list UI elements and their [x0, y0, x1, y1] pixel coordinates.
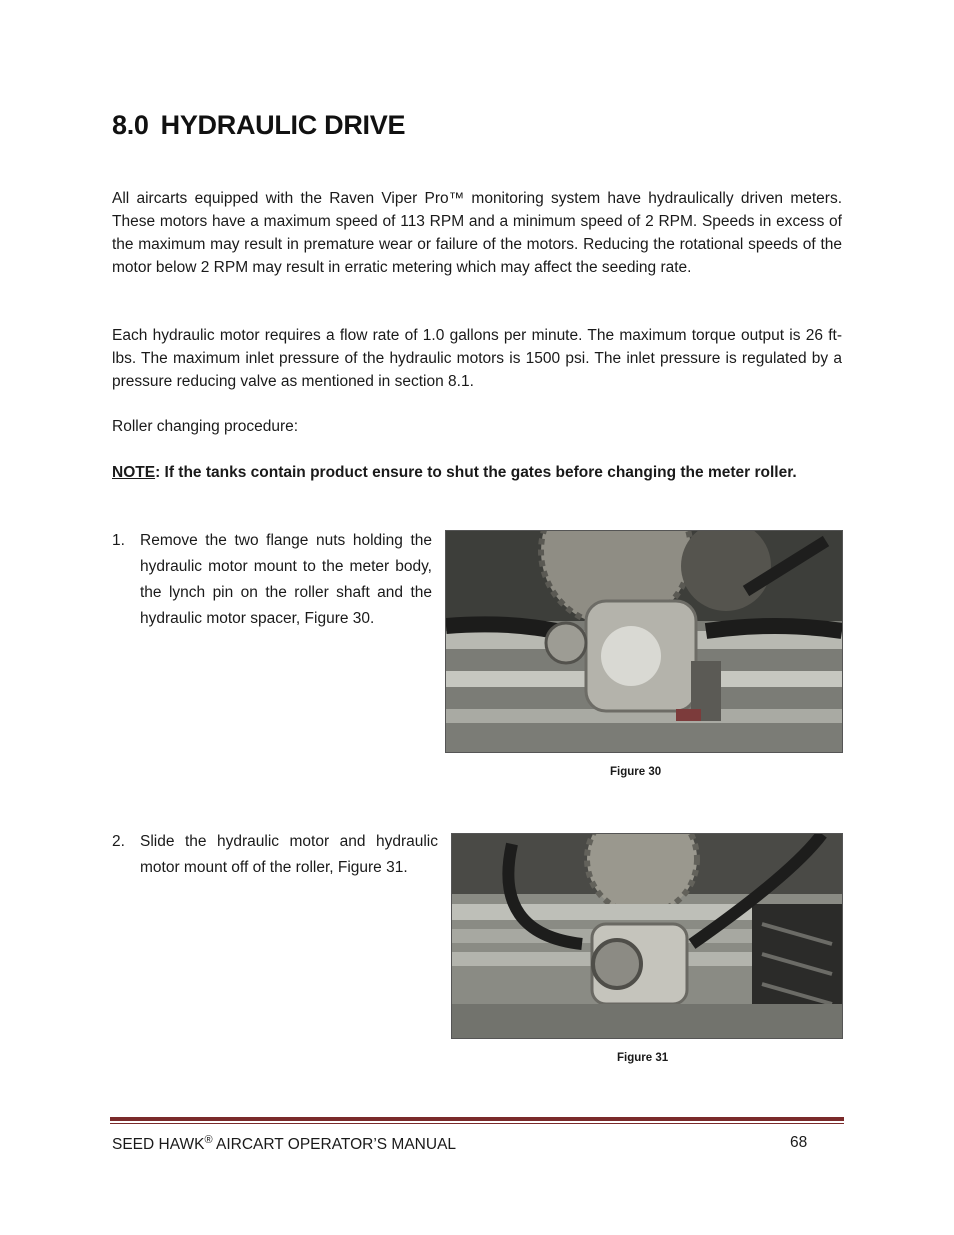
registered-mark: ® [204, 1134, 213, 1146]
figure-31-photo [451, 833, 843, 1039]
warning-note [112, 461, 852, 484]
step-1 [112, 528, 432, 668]
step-2-number: 2. [112, 833, 125, 850]
footer-rule-thick [110, 1117, 844, 1121]
step-2-text: Slide the hydraulic motor and hydraulic motor mount off of the roller, Figure 31. [140, 833, 438, 876]
figure-30-caption: Figure 30 [610, 766, 662, 778]
section-number: 8.0 [112, 110, 149, 140]
specs-paragraph: Each hydraulic motor requires a flow rate of 1.0 gallons per minute. The maximum torque output is 26 ft-lbs. The maximum inlet pressure of the hydraulic motors is 1500 psi. The inlet pressure is regulated by a pressure reducing valve as mentioned in section 8.1. [112, 327, 842, 390]
procedure-intro: Roller changing procedure: [112, 418, 299, 435]
intro-paragraph: All aircarts equipped with the Raven Viper Pro™ monitoring system have hydraulically driven meters. These motors have a maximum speed of 113 RPM and a minimum speed of 2 RPM. Speeds in excess of the maximum may result in premature wear or failure of the motors. Reducing the rotational speeds of the motor below 2 RPM may result in erratic metering which may affect the seeding rate. [112, 190, 842, 276]
footer-manual-title [112, 1134, 456, 1154]
footer-rule-thin [110, 1123, 844, 1124]
figure-31-caption: Figure 31 [617, 1052, 669, 1064]
section-title: HYDRAULIC DRIVE [160, 110, 406, 140]
step-2 [112, 829, 438, 909]
step-1-number: 1. [112, 532, 125, 549]
note-text: : If the tanks contain product ensure to shut the gates before changing the meter roller. [155, 464, 797, 481]
page-number: 68 [790, 1134, 808, 1151]
section-heading [112, 110, 405, 141]
note-label: NOTE [112, 464, 156, 481]
step-1-text: Remove the two flange nuts holding the hydraulic motor mount to the meter body, the lynch pin on the roller shaft and the hydraulic motor spacer, Figure 30. [140, 532, 432, 627]
footer-brand: SEED HAWK [112, 1136, 205, 1154]
figure-30-photo [445, 530, 843, 753]
footer-title-text: AIRCART OPERATOR’S MANUAL [212, 1136, 457, 1154]
